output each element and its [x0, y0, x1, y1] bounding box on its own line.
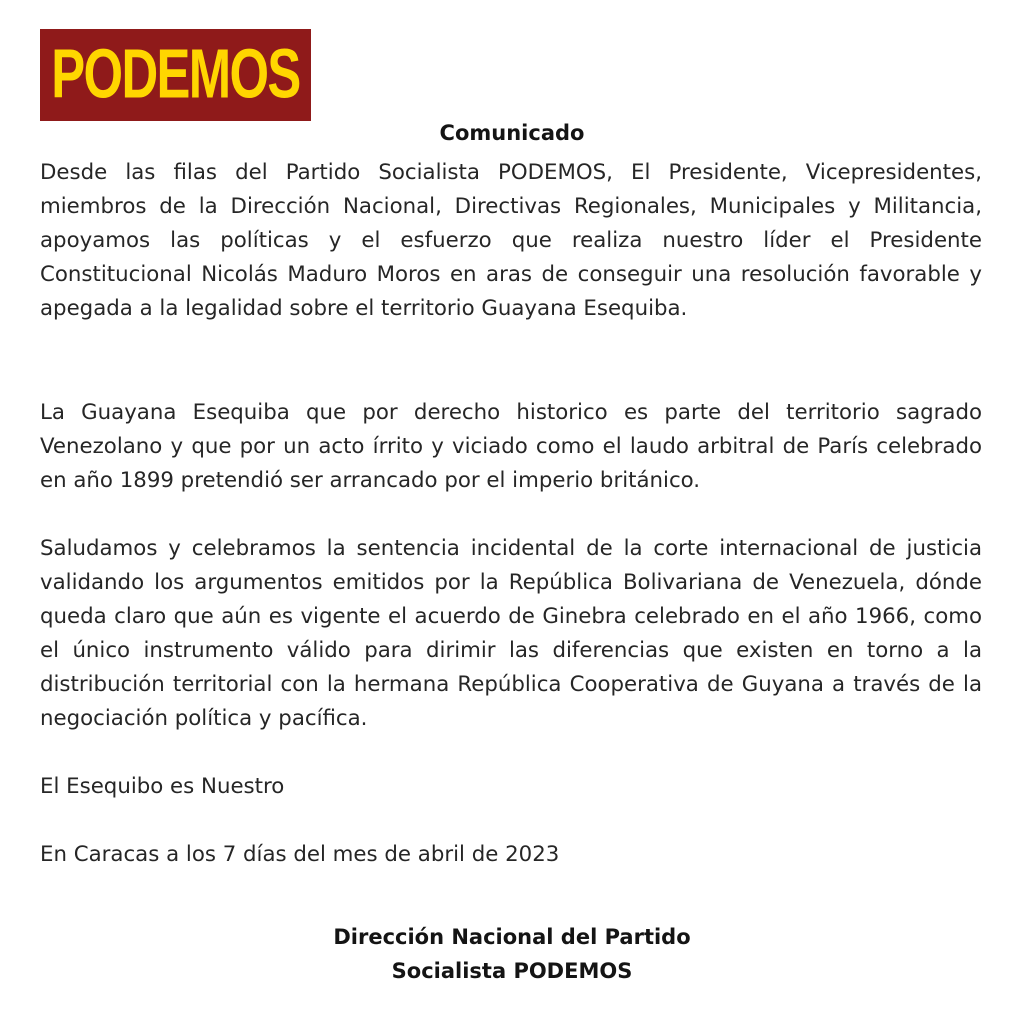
paragraph-history: La Guayana Esequiba que por derecho historico es parte del territorio sagrado Venezolano y que por un acto írrito y viciado como el laudo arbitral de París celebrado en año 1899 pretendió ser arrancado por el imperio británico. [40, 400, 982, 493]
document-title: Comunicado [439, 121, 585, 145]
signature-block [0, 920, 1024, 988]
paragraph-support: Desde las filas del Partido Socialista PODEMOS, El Presidente, Vicepresidentes, miembros de la Dirección Nacional, Directivas Regionales, Municipales y Militancia, apoyamos las políticas y el esfuerzo que realiza nuestro líder el Presidente Constitucional Nicolás Maduro Moros en aras de conseguir una resolución favorable y apegada a la legalidad sobre el territorio Guayana Esequiba. [40, 160, 982, 321]
paragraph-date-place: En Caracas a los 7 días del mes de abril de 2023 [40, 842, 560, 867]
paragraph-slogan: El Esequibo es Nuestro [40, 774, 285, 799]
paragraph-court-ruling: Saludamos y celebramos la sentencia incidental de la corte internacional de justicia validando los argumentos emitidos por la República Bolivariana de Venezuela, dónde queda claro que aún es vigente el acuerdo de Ginebra celebrado en el año 1966, como el único instrumento válido para dirimir las diferencias que existen en torno a la distribución territorial con la hermana República Cooperativa de Guyana a través de la negociación política y pacífica. [40, 536, 982, 731]
signature-line-1: Dirección Nacional del Partido [333, 925, 691, 949]
signature-line-2: Socialista PODEMOS [391, 959, 633, 983]
logo-text: PODEMOS [51, 35, 300, 114]
podemos-logo [40, 29, 311, 121]
